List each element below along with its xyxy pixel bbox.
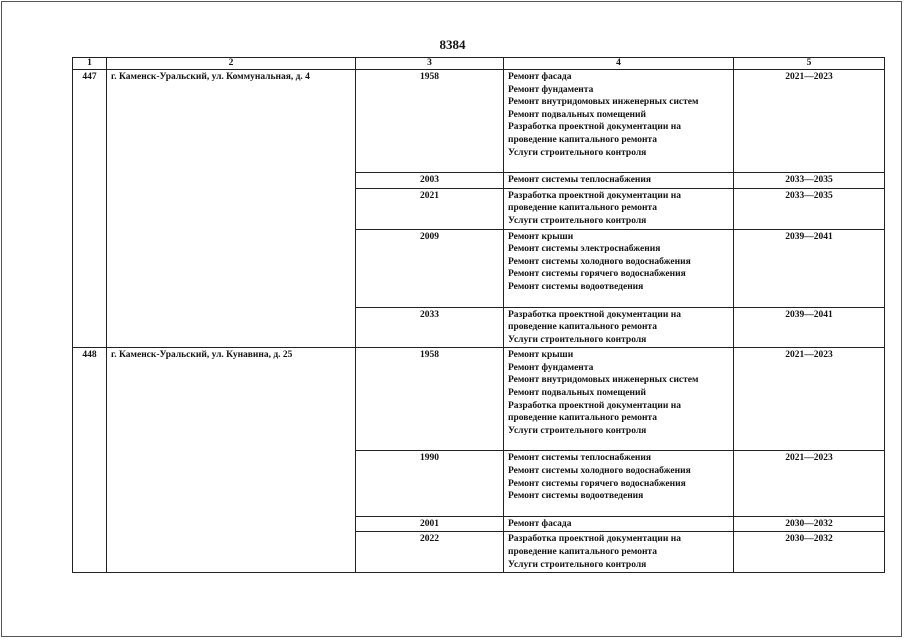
work-item: проведение капитального ремонта (508, 547, 657, 557)
work-item: Ремонт крыши (508, 350, 574, 361)
building-address: г. Каменск-Уральский, ул. Кунавина, д. 25 (107, 348, 356, 573)
column-header: 4 (504, 58, 734, 70)
work-item: проведение капитального ремонта (508, 203, 657, 214)
repair-period: 2033—2035 (734, 188, 885, 229)
works-list (504, 229, 734, 307)
work-item: Ремонт подвальных помещений (508, 388, 646, 399)
column-header: 2 (107, 58, 356, 70)
work-item: Ремонт системы холодного водоснабжения (508, 466, 691, 477)
work-item: проведение капитального ремонта (508, 134, 657, 145)
row-number: 447 (73, 70, 107, 348)
repair-period: 2021—2023 (734, 348, 885, 451)
works-list (504, 532, 734, 573)
works-list (504, 348, 734, 451)
column-header: 5 (734, 58, 885, 70)
works-list (504, 188, 734, 229)
works-list (504, 451, 734, 516)
work-item: Разработка проектной документации на (508, 534, 681, 545)
repair-period: 2030—2032 (734, 516, 885, 532)
work-item: Ремонт подвальных помещений (508, 109, 646, 120)
work-item: Разработка проектной документации на (508, 400, 681, 411)
work-item: Услуги строительного контроля (508, 215, 647, 226)
work-item: Услуги строительного контроля (508, 334, 647, 345)
work-item: Ремонт системы водоотведения (508, 491, 644, 502)
works-list (504, 307, 734, 348)
repair-period: 2039—2041 (734, 307, 885, 348)
work-item: Ремонт системы теплоснабжения (508, 453, 652, 464)
construction-year: 1958 (356, 348, 504, 451)
works-list (504, 173, 734, 189)
construction-year: 2022 (356, 532, 504, 573)
repair-period: 2039—2041 (734, 229, 885, 307)
work-item: Разработка проектной документации на (508, 309, 681, 320)
work-item: проведение капитального ремонта (508, 322, 657, 333)
work-item: Ремонт крыши (508, 231, 574, 242)
repair-period: 2021—2023 (734, 451, 885, 516)
work-item: проведение капитального ремонта (508, 413, 657, 424)
column-header: 3 (356, 58, 504, 70)
row-number: 448 (73, 348, 107, 573)
work-item: Разработка проектной документации на (508, 190, 681, 201)
column-header: 1 (73, 58, 107, 70)
construction-year: 1958 (356, 70, 504, 173)
work-item: Ремонт внутридомовых инженерных систем (508, 375, 699, 386)
work-item: Услуги строительного контроля (508, 425, 647, 436)
work-item: Ремонт системы теплоснабжения (508, 175, 652, 186)
construction-year: 2021 (356, 188, 504, 229)
work-item: Ремонт фасада (508, 518, 572, 529)
work-item: Ремонт системы электроснабжения (508, 244, 661, 255)
works-list (504, 70, 734, 173)
work-item: Услуги строительного контроля (508, 559, 647, 570)
construction-year: 2009 (356, 229, 504, 307)
work-item: Ремонт системы горячего водоснабжения (508, 269, 686, 280)
table-row (73, 348, 885, 451)
work-item: Ремонт внутридомовых инженерных систем (508, 97, 699, 108)
work-item: Ремонт системы горячего водоснабжения (508, 478, 686, 489)
work-item: Услуги строительного контроля (508, 147, 647, 158)
work-item: Ремонт системы водоотведения (508, 281, 644, 292)
page-number: 8384 (439, 37, 466, 52)
repair-schedule-table (72, 57, 885, 573)
work-item: Ремонт фасада (508, 72, 572, 82)
work-item: Ремонт фундамента (508, 362, 594, 373)
work-item: Ремонт системы холодного водоснабжения (508, 256, 691, 267)
repair-period: 2021—2023 (734, 70, 885, 173)
construction-year: 1990 (356, 451, 504, 516)
building-address: г. Каменск-Уральский, ул. Коммунальная, д. 4 (107, 70, 356, 348)
construction-year: 2001 (356, 516, 504, 532)
construction-year: 2033 (356, 307, 504, 348)
repair-period: 2030—2032 (734, 532, 885, 573)
work-item: Разработка проектной документации на (508, 122, 681, 133)
construction-year: 2003 (356, 173, 504, 189)
table-row (73, 70, 885, 173)
table-header-row (73, 58, 885, 70)
repair-period: 2033—2035 (734, 173, 885, 189)
work-item: Ремонт фундамента (508, 84, 594, 95)
works-list (504, 516, 734, 532)
